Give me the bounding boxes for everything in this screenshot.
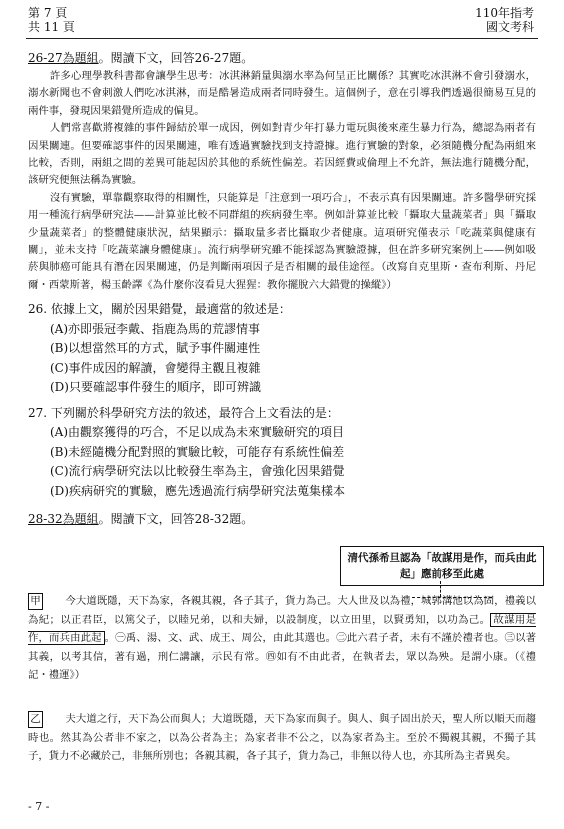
passage-tag-yi: 乙 <box>28 711 43 728</box>
reading-paragraph: 沒有實驗，單靠觀察取得的相關性，只能算是「注意到一項巧合」，不表示真有因果關連。許多醫學研究採用一種流行病學研究法——計算並比較不同群組的疾病發生率。例如計算並比較「攝取大量蔬菜者」與「攝取少量蔬菜者」的整體健康狀況，結果顯示：攝取量多者比攝取少者健康。這項研究僅表示「吃蔬菜與健康有關」，並未支持「吃蔬菜讓身體健康」。流行病學研究雖不能採認為實驗證據，但在許多研究案例上——例如吸菸與肺癌可能具有潛在因果關連，仍是判斷兩項因子是否相關的最佳途徑。（改寫自克里斯・查布利斯、丹尼爾・西蒙斯著，楊玉齡譯《為什麼你沒看見大猩猩：教你擺脫六大錯覺的操縱》） <box>28 191 536 291</box>
question-26-option-d[interactable]: (D)只要確認事件發生的順序，即可辨識 <box>50 380 261 395</box>
passage-jia-text <box>28 592 536 685</box>
passage-jia-text-part2: 。㊀禹、湯、文、武、成王、周公，由此其選也。㊁此六君子者，未有不謹於禮者也。㊂以著其義，以考其信，著有過，刑仁講讓，示民有常。㊃如有不由此者，在執者去，眾以為殃。是謂小康。（《禮記・禮運》） <box>28 632 537 682</box>
header-divider <box>26 38 538 39</box>
question-27-stem: 27. 下列關於科學研究方法的敘述，最符合上文看法的是： <box>28 405 339 420</box>
passage-yi <box>28 710 536 766</box>
passage-tag-jia: 甲 <box>28 593 43 610</box>
exam-name: 110年指考 <box>475 6 534 20</box>
question-27-option-c[interactable]: (C)流行病學研究法以比較發生率為主，會強化因果錯覺 <box>50 464 345 479</box>
group-heading-28-32 <box>28 509 536 529</box>
group-range: 26-27為題組 <box>28 51 99 65</box>
question-group-26-27 <box>28 48 536 529</box>
page-number-label: 第 7 頁 <box>28 6 68 20</box>
boxed-phrase: 故謀用是作，而兵由此起 <box>28 613 537 645</box>
passage-jia <box>28 592 536 685</box>
annotation-callout: 清代孫希旦認為「故謀用是作，而兵由此起」應前移至此處 <box>340 546 544 586</box>
question-26-option-a[interactable]: (A)亦即張冠李戴、指鹿為馬的荒謬情事 <box>50 321 261 336</box>
passage-yi-text: 夫大道之行，天下為公而與人；大道既隱，天下為家而與子。與人、與子固出於天，聖人所以順天而趨時也。然其為公者非不家之，以為公者為主；為家者非不公之，以為家者為主。至於不獨親其親，不獨子其子，貨力不必藏於己，非無所別也；各親其親，各子其子，貨力為己，非無以待人也，亦其所為主者異矣。 <box>28 713 536 763</box>
question-27-option-d[interactable]: (D)疾病研究的實驗，應先透過流行病學研究法蒐集樣本 <box>50 483 345 498</box>
question-27-option-a[interactable]: (A)由觀察獲得的巧合，不足以成為未來實驗研究的項目 <box>50 425 345 440</box>
question-26-stem: 26. 依據上文，關於因果錯覺，最適當的敘述是： <box>28 302 291 317</box>
reading-paragraph: 許多心理學教科書都會讓學生思考：冰淇淋銷量與溺水率為何呈正比關係？其實吃冰淇淋不會引發溺水，溺水新聞也不會刺激人們吃冰淇淋，而是酷暑造成兩者同時發生。這個例子，意在引導我們透過很簡易互見的兩件事，發現因果錯覺所造成的偏見。 <box>28 70 536 117</box>
passage-jia-text-part1: 今大道既隱，天下為家，各親其親，各子其子，貨力為己。大人世及以為禮，城郭溝池以為固，禮義以為紀；以正君臣，以篤父子，以睦兄弟，以和夫婦，以設制度，以立田里，以賢勇知，以功為己。 <box>28 595 536 626</box>
group-instruction: 。閱讀下文，回答28-32題。 <box>98 512 254 527</box>
total-pages-label: 共 11 頁 <box>28 20 75 34</box>
page-header-left <box>28 6 75 34</box>
page-footer-number: - 7 - <box>28 800 50 813</box>
reading-paragraph: 人們常喜歡將複雜的事件歸結於單一成因，例如對青少年打暴力電玩與後來產生暴力行為，總認為兩者有因果關連。但要確認事件的因果關連，唯有透過實驗找到支持證據。進行實驗的對象，必須隨機分配為兩組來比較，否則，兩組之間的差異可能起因於其他的系統性偏差。若因經費或倫理上不允許，無法進行隨機分配，該研究便無法稱為實驗。 <box>28 122 536 187</box>
question-26-option-c[interactable]: (C)事件成因的解讀，會變得主觀且複雜 <box>50 360 261 375</box>
group-instruction: 。閱讀下文，回答26-27題。 <box>98 51 254 65</box>
question-26-option-b[interactable]: (B)以想當然耳的方式，賦予事件關連性 <box>50 341 261 356</box>
group-range: 28-32為題組 <box>28 512 99 527</box>
page-header-right <box>475 6 534 34</box>
group-heading <box>28 48 536 68</box>
question-27-option-b[interactable]: (B)未經隨機分配對照的實驗比較，可能存有系統性偏差 <box>50 444 345 459</box>
subject-name: 國文考科 <box>485 20 534 34</box>
